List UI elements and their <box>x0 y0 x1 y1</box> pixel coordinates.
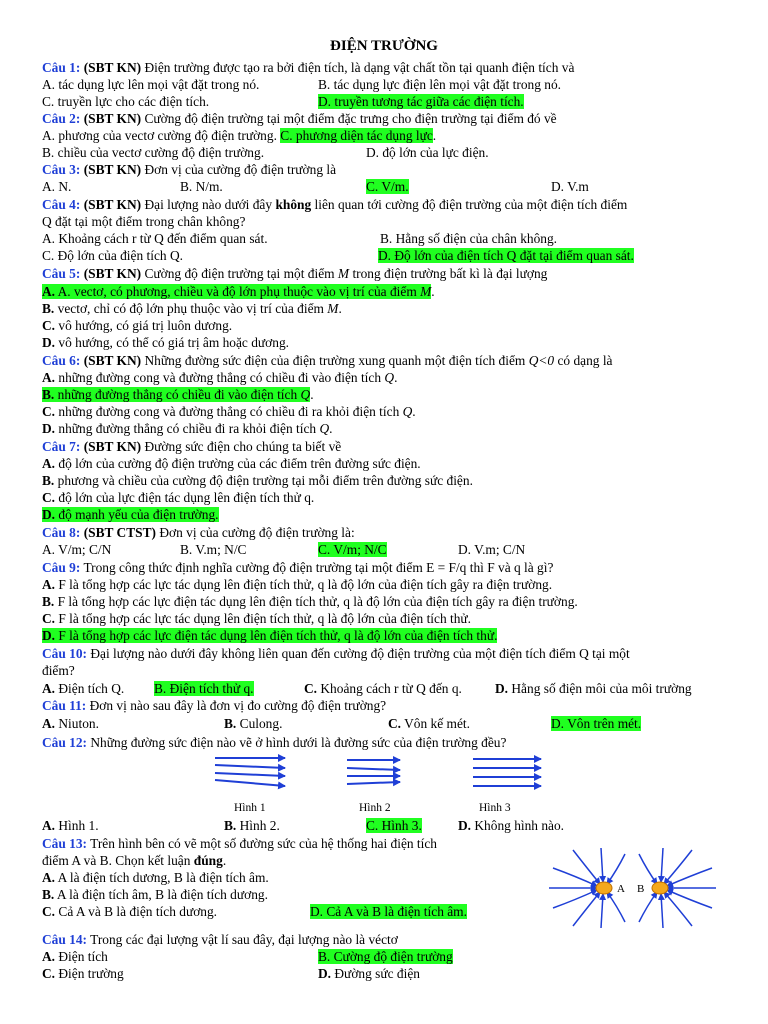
question-8: Câu 8: (SBT CTST) Đơn vị của cường độ điện trường là: <box>42 525 355 540</box>
charge-label-b: B <box>637 883 645 895</box>
question-9: Câu 9: Trong công thức định nghĩa cường độ điện trường tại một điểm E = F/q thì F và q là gì? <box>42 560 554 575</box>
answer-d: D. V.m <box>551 179 589 194</box>
answer-c-correct: C. Hình 3. <box>366 818 422 833</box>
answer-a: A. Điện tích Q. <box>42 681 125 696</box>
figure-3-caption: Hình 3 <box>479 802 511 814</box>
answer-row: A. phương của vectơ cường độ điện trường. C. phương diện tác dụng lực. <box>42 128 437 143</box>
answer-b: B. Hình 2. <box>224 818 280 833</box>
answer-b: B. A là điện tích âm, B là điện tích dương. <box>42 887 268 902</box>
answer-d: D. V.m; C/N <box>458 542 526 557</box>
question-number: Câu 1: <box>42 60 81 75</box>
question-6: Câu 6: (SBT KN) Những đường sức điện của điện trường xung quanh một điện tích điểm Q<0 có dạng là <box>42 353 613 368</box>
question-14: Câu 14: Trong các đại lượng vật lí sau đây, đại lượng nào là véctơ <box>42 932 398 947</box>
page-title: ĐIỆN TRƯỜNG <box>330 38 438 54</box>
answer-a: A. F là tổng hợp các lực tác dụng lên điện tích thử, q là độ lớn của điện tích gây ra điện trường. <box>42 577 553 592</box>
answer-d: D. vô hướng, có thể có giá trị âm hoặc dương. <box>42 335 289 350</box>
answer-b: B. F là tổng hợp các lực điện tác dụng lên điện tích thử, q là độ lớn của điện tích gây ra điện trường. <box>42 594 578 609</box>
charge-label-a: A <box>617 883 625 895</box>
question-10-cont: điểm? <box>42 663 75 678</box>
answer-b: B. phương và chiều của cường độ điện trường tại mỗi điểm trên đường sức điện. <box>42 473 473 488</box>
answer-a: A. A là điện tích dương, B là điện tích âm. <box>42 870 269 885</box>
answer-row <box>318 94 524 110</box>
field-lines-figures <box>205 752 545 797</box>
answer-a: A. Niuton. <box>42 716 99 731</box>
answer-row <box>42 145 264 161</box>
question-1: Câu 1: (SBT KN) Điện trường được tạo ra bởi điện tích, là dạng vật chất tồn tại quanh điện tích và <box>42 60 575 75</box>
question-4-cont: Q đặt tại một điểm trong chân không? <box>42 214 246 229</box>
question-4: Câu 4: (SBT KN) Đại lượng nào dưới đây không liên quan tới cường độ điện trường của một điện tích điểm <box>42 197 628 212</box>
answer-a: A. Khoảng cách r từ Q đến điểm quan sát. <box>42 231 268 246</box>
charge-a <box>596 882 612 894</box>
answer-a: A. phương của vectơ cường độ điện trường. <box>42 128 277 143</box>
figure-1-caption: Hình 1 <box>234 802 266 814</box>
answer-a: A. N. <box>42 179 72 194</box>
answer-a: A. tác dụng lực lên mọi vật đặt trong nó. <box>42 77 260 92</box>
answer-b: B. Culong. <box>224 716 283 731</box>
answer-a: A. những đường cong và đường thẳng có chiều đi vào điện tích Q. <box>42 370 398 385</box>
answer-c: C. Độ lớn của điện tích Q. <box>42 248 183 263</box>
answer-d-correct: D. Độ lớn của điện tích Q đặt tại điểm quan sát. <box>378 248 634 263</box>
answer-c: C. Khoảng cách r từ Q đến q. <box>304 681 462 696</box>
answer-d: D. độ lớn của lực điện. <box>366 145 489 160</box>
question-7: Câu 7: (SBT KN) Đường sức điện cho chúng ta biết về <box>42 439 342 454</box>
question-3: Câu 3: (SBT KN) Đơn vị của cường độ điện trường là <box>42 162 337 177</box>
answer-b-correct: B. những đường thẳng có chiều đi vào điện tích Q <box>42 387 311 402</box>
question-5: Câu 5: (SBT KN) Cường độ điện trường tại một điểm M trong điện trường bất kì là đại lượng <box>42 266 548 281</box>
answer-d: D. những đường thẳng có chiều đi ra khỏi điện tích Q. <box>42 421 333 436</box>
question-12: Câu 12: Những đường sức điện nào vẽ ở hình dưới là đường sức của điện trường đều? <box>42 735 507 750</box>
charge-b <box>652 882 668 894</box>
question-13: Câu 13: Trên hình bên có vẽ một số đường sức của hệ thống hai điện tích <box>42 836 438 851</box>
answer-c: C. Vôn kế mét. <box>388 716 470 731</box>
answer-b-correct: B. Điện tích thử q. <box>154 681 254 696</box>
question-10: Câu 10: Đại lượng nào dưới đây không liên quan đến cường độ điện trường của một điện tích điểm Q tại một <box>42 646 630 661</box>
answer-a: A. Hình 1. <box>42 818 99 833</box>
answer-c: C. vô hướng, có giá trị luôn dương. <box>42 318 233 333</box>
answer-c-correct: C. V/m; N/C <box>318 542 387 557</box>
field-lines-b <box>639 848 716 928</box>
answer-d-correct: D. Cả A và B là điện tích âm. <box>310 904 467 919</box>
answer-c: C. Cả A và B là điện tích dương. <box>42 904 218 919</box>
question-11: Câu 11: Đơn vị nào sau đây là đơn vị đo cường độ điện trường? <box>42 698 387 713</box>
answer-d: D. Đường sức điện <box>318 966 420 981</box>
answer-c-correct: C. phương diện tác dụng lực <box>280 128 433 143</box>
answer-a: A. Điện tích <box>42 949 108 964</box>
answer-d: D. Không hình nào. <box>458 818 565 833</box>
answer-c-correct: C. V/m. <box>366 179 409 194</box>
answer-row <box>366 145 489 161</box>
answer-b: B. V.m; N/C <box>180 542 247 557</box>
figure-1-lines <box>215 758 285 786</box>
answer-b: B. Hằng số điện của chân không. <box>380 231 558 246</box>
answer-c: C. độ lớn của lực điện tác dụng lên điện tích thử q. <box>42 490 315 505</box>
answer-d: D. Hằng số điện môi của môi trường <box>495 681 692 696</box>
answer-b-correct: B. Cường độ điện trường <box>318 949 453 964</box>
answer-c: C. Điện trường <box>42 966 124 981</box>
answer-row <box>42 77 259 93</box>
answer-d-correct: D. độ mạnh yếu của điện trường. <box>42 507 219 522</box>
figure-2-caption: Hình 2 <box>359 802 391 814</box>
answer-row <box>42 94 209 110</box>
answer-c: C. những đường cong và đường thẳng có chiều đi ra khỏi điện tích Q. <box>42 404 416 419</box>
answer-a: A. V/m; C/N <box>42 542 112 557</box>
question-2: Câu 2: (SBT KN) Cường độ điện trường tại một điểm đặc trưng cho điện trường tại điểm đó về <box>42 111 557 126</box>
figure-2-lines <box>347 760 400 784</box>
answer-b: B. vectơ, chỉ có độ lớn phụ thuộc vào vị trí của điểm M. <box>42 301 342 316</box>
answer-b: B. tác dụng lực điện lên mọi vật đặt trong nó. <box>318 77 562 92</box>
answer-d-correct: D. Vôn trên mét. <box>551 716 642 731</box>
answer-d-correct: D. F là tổng hợp các lực điện tác dụng lên điện tích thử, q là độ lớn của điện tích thử. <box>42 628 498 643</box>
answer-c: C. F là tổng hợp các lực tác dụng lên điện tích thử, q là độ lớn của điện tích thử. <box>42 611 472 626</box>
field-lines-a <box>549 848 625 928</box>
figure-3-lines <box>473 759 541 786</box>
answer-c: C. truyền lực cho các điện tích. <box>42 94 210 109</box>
answer-a: A. độ lớn của cường độ điện trường của các điểm trên đường sức điện. <box>42 456 421 471</box>
answer-row <box>318 77 561 93</box>
answer-d-correct: D. truyền tương tác giữa các điện tích. <box>318 94 524 109</box>
answer-a-correct: A. A. vectơ, có phương, chiều và độ lớn phụ thuộc vào vị trí của điểm M <box>42 284 432 299</box>
two-charge-field-diagram <box>545 846 720 930</box>
question-13-cont: điểm A và B. Chọn kết luận đúng. <box>42 853 227 868</box>
answer-b: B. N/m. <box>180 179 223 194</box>
answer-b: B. chiều của vectơ cường độ điện trường. <box>42 145 265 160</box>
